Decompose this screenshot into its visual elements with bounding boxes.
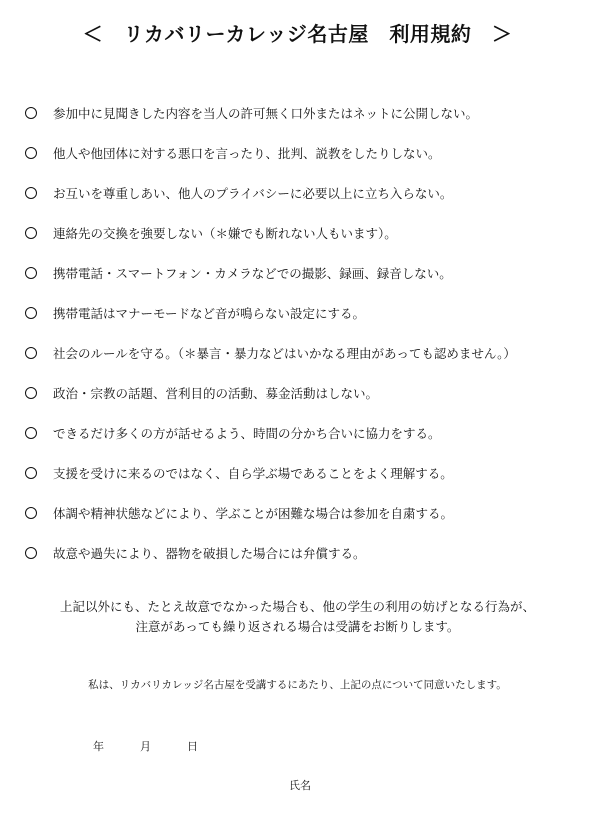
- list-item: [24, 93, 584, 133]
- rule-text: 携帯電話・スマートフォン・カメラなどでの撮影、録画、録音しない。: [53, 266, 452, 281]
- rule-text: 政治・宗教の話題、営利目的の活動、募金活動はしない。: [53, 386, 379, 401]
- agreement-statement: 私は、リカバリカレッジ名古屋を受講するにあたり、上記の点について同意いたします。: [88, 679, 507, 691]
- day-label: 日: [187, 740, 198, 753]
- month-label: 月: [140, 740, 151, 753]
- circle-bullet-icon: [25, 307, 37, 319]
- list-item: [24, 373, 584, 413]
- rule-text: できるだけ多くの方が話せるよう、時間の分かち合いに協力をする。: [53, 426, 441, 441]
- list-item: [24, 333, 584, 373]
- list-item: [24, 533, 584, 573]
- name-label: 氏名: [289, 779, 311, 792]
- rule-text: 参加中に見聞きした内容を当人の許可無く口外またはネットに公開しない。: [53, 106, 479, 121]
- list-item: [24, 453, 584, 493]
- usage-note: [0, 597, 595, 637]
- rule-text: お互いを尊重しあい、他人のプライバシーに必要以上に立ち入らない。: [53, 186, 453, 201]
- circle-bullet-icon: [25, 187, 37, 199]
- circle-bullet-icon: [25, 107, 37, 119]
- note-line: 注意があっても繰り返される場合は受講をお断りします。: [135, 619, 460, 634]
- rule-text: 故意や過失により、器物を破損した場合には弁償する。: [53, 546, 366, 561]
- circle-bullet-icon: [25, 427, 37, 439]
- list-item: [24, 413, 584, 453]
- circle-bullet-icon: [25, 347, 37, 359]
- rule-text: 体調や精神状態などにより、学ぶことが困難な場合は参加を自粛する。: [53, 506, 454, 521]
- note-line: 上記以外にも、たとえ故意でなかった場合も、他の学生の利用の妨げとなる行為が、: [59, 599, 535, 614]
- list-item: [24, 493, 584, 533]
- rule-text: 支援を受けに来るのではなく、自ら学ぶ場であることをよく理解する。: [53, 466, 453, 481]
- circle-bullet-icon: [25, 387, 37, 399]
- list-item: [24, 293, 584, 333]
- list-item: [24, 213, 584, 253]
- year-label: 年: [93, 740, 104, 753]
- rule-text: 携帯電話はマナーモードなど音が鳴らない設定にする。: [53, 306, 366, 321]
- circle-bullet-icon: [25, 467, 37, 479]
- rules-list: [24, 93, 584, 573]
- list-item: [24, 133, 584, 173]
- list-item: [24, 173, 584, 213]
- list-item: [24, 253, 584, 293]
- document-title: ＜ リカバリーカレッジ名古屋 利用規約 ＞: [82, 22, 513, 46]
- circle-bullet-icon: [25, 547, 37, 559]
- circle-bullet-icon: [25, 227, 37, 239]
- circle-bullet-icon: [25, 507, 37, 519]
- circle-bullet-icon: [25, 147, 37, 159]
- rule-text: 連絡先の交換を強要しない（＊嫌でも断れない人もいます）。: [53, 226, 397, 241]
- rule-text: 他人や他団体に対する悪口を言ったり、批判、説教をしたりしない。: [53, 146, 441, 161]
- rule-text: 社会のルールを守る。（＊暴言・暴力などはいかなる理由があっても認めません。）: [53, 346, 516, 361]
- circle-bullet-icon: [25, 267, 37, 279]
